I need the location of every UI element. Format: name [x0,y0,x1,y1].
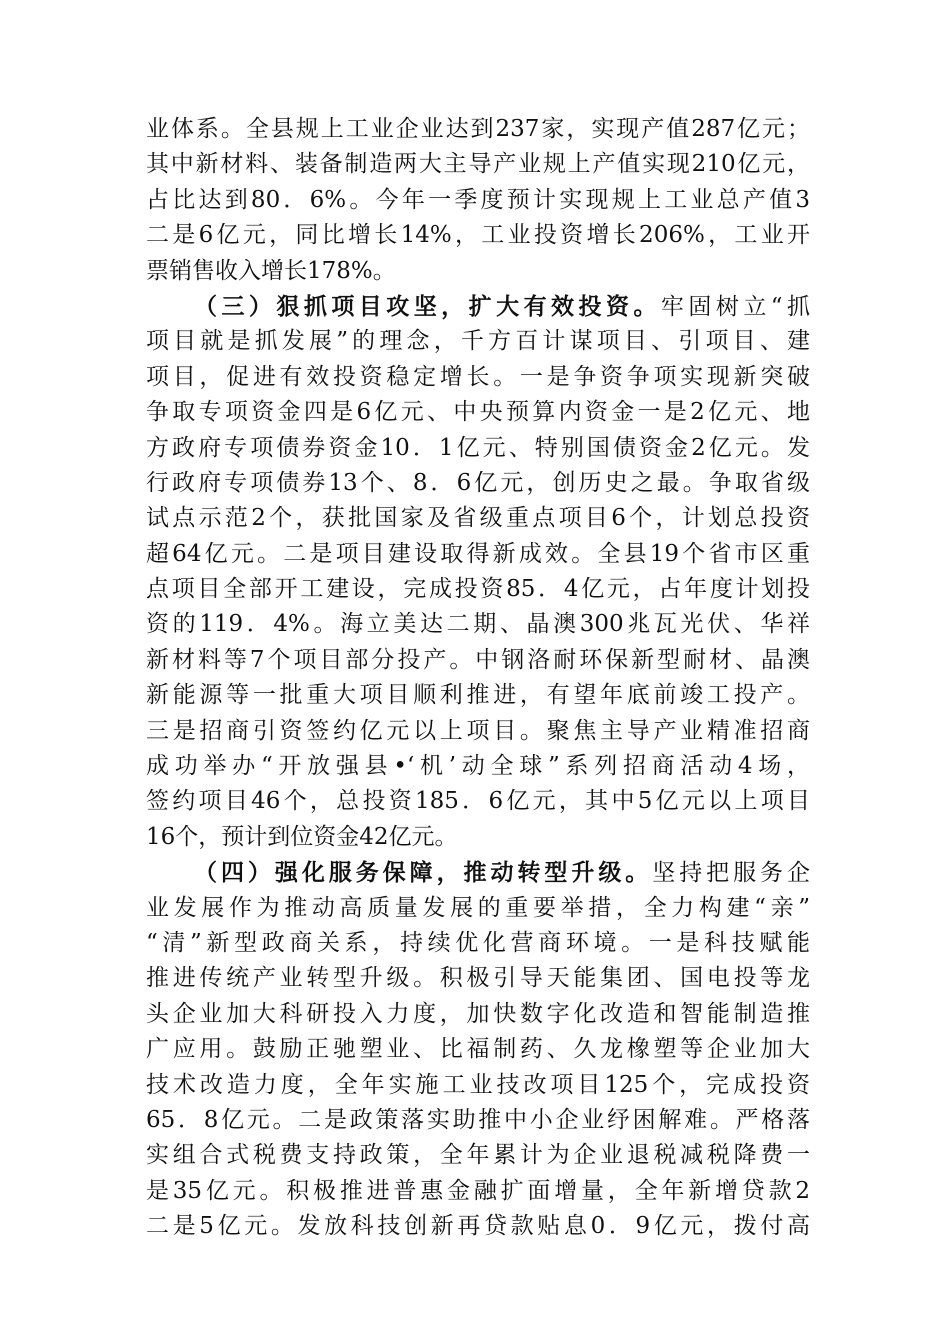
document-page [146,112,810,1245]
text-line: 头企业加大科研投入力度，加快数字化改造和智能制造推 [146,1000,810,1027]
text-line: 签约项目46个，总投资185．6亿元，其中5亿元以上项目 [146,788,810,815]
text-line: 超64亿元。二是项目建设取得新成效。全县19个省市区重 [146,540,810,567]
text-line: 其中新材料、装备制造两大主导产业规上产值实现210亿元， [146,151,810,178]
section-heading-line [146,855,810,890]
text-line: 行政府专项债券13个、8．6亿元，创历史之最。争取省级 [146,469,810,496]
text-line: 是35亿元。积极推进普惠金融扩面增量，全年新增贷款2 [146,1177,810,1204]
text-line: 成功举办“开放强县•‘机’动全球”系列招商活动4场， [146,753,810,780]
section-heading: （四）强化服务保障，推动转型升级。 [194,859,653,887]
text-line: 二是5亿元。发放科技创新再贷款贴息0．9亿元，拨付高 [146,1213,810,1240]
text-line: 点项目全部开工建设，完成投资85．4亿元，占年度计划投 [146,576,810,603]
text-line: 广应用。鼓励正驰塑业、比福制药、久龙橡塑等企业加大 [146,1036,810,1063]
text-line: 技术改造力度，全年实施工业技改项目125个，完成投资 [146,1071,810,1098]
section-heading-line [146,289,810,324]
text-line: 项目就是抓发展”的理念，千方百计谋项目、引项目、建 [146,328,810,355]
text-line: 新能源等一批重大项目顺利推进，有望年底前竣工投产。 [146,682,810,709]
text-line: 项目，促进有效投资稳定增长。一是争资争项实现新突破 [146,363,810,390]
text-line: 争取专项资金四是6亿元、中央预算内资金一是2亿元、地 [146,399,810,426]
text-line: 三是招商引资签约亿元以上项目。聚焦主导产业精准招商 [146,717,810,744]
text-line: 试点示范2个，获批国家及省级重点项目6个，计划总投资 [146,505,810,532]
text-run: 坚持把服务企 [652,860,811,887]
text-line: 16个，预计到位资金42亿元。 [146,823,458,850]
text-line: 资的119．4%。海立美达二期、晶澳300兆瓦光伏、华祥 [146,611,810,638]
text-line: “清”新型政商关系，持续优化营商环境。一是科技赋能 [146,929,810,956]
text-line: 新材料等7个项目部分投产。中钢洛耐环保新型耐材、晶澳 [146,646,810,673]
text-run: 牢固树立“抓 [660,293,811,320]
text-line: 推进传统产业转型升级。积极引导天能集团、国电投等龙 [146,965,810,992]
text-line: 占比达到80．6%。今年一季度预计实现规上工业总产值3 [146,186,810,213]
text-line: 业发展作为推动高质量发展的重要举措，全力构建“亲” [146,894,810,921]
text-line: 65．8亿元。二是政策落实助推中小企业纾困解难。严格落 [146,1106,810,1133]
text-line: 实组合式税费支持政策，全年累计为企业退税减税降费一 [146,1142,810,1169]
section-heading: （三）狠抓项目攻坚，扩大有效投资。 [194,292,661,320]
text-line: 业体系。全县规上工业企业达到237家，实现产值287亿元； [146,116,810,142]
text-line: 二是6亿元，同比增长14%，工业投资增长206%，工业开 [146,222,810,249]
text-line: 票销售收入增长178%。 [146,257,396,284]
text-line: 方政府专项债券资金10．1亿元、特别国债资金2亿元。发 [146,434,810,461]
